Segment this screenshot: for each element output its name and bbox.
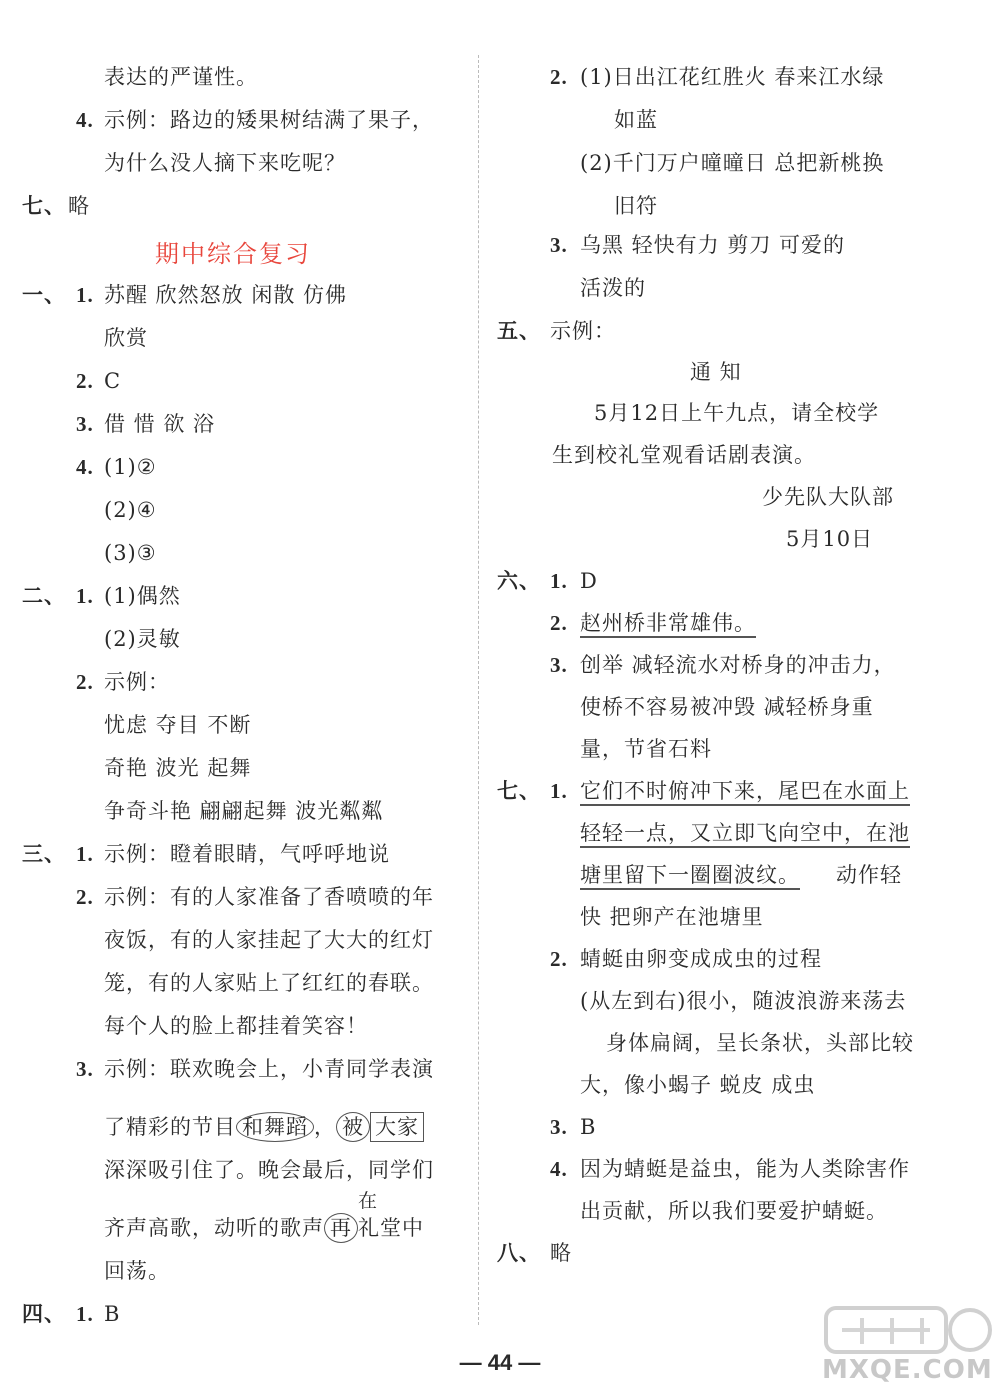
line: 量，节省石料 xyxy=(580,737,712,761)
section-label: 二、 xyxy=(22,584,66,608)
line: 示例：有的人家准备了香喷喷的年 xyxy=(104,885,434,909)
line: (从左到右)很小，随波浪游来荡去 xyxy=(580,989,907,1013)
line xyxy=(580,776,910,806)
line: (1)② xyxy=(104,455,157,479)
item-number: 2. xyxy=(76,670,94,694)
section-label: 一、 xyxy=(22,283,66,307)
item-number: 1. xyxy=(76,1302,94,1326)
line: 忧虑 夺目 不断 xyxy=(104,713,252,737)
line xyxy=(580,860,902,890)
line: (1)日出江花红胜火 春来江水绿 xyxy=(580,65,885,89)
line: 身体扁阔，呈长条状，头部比较 xyxy=(606,1031,914,1055)
line: 示例：路边的矮果树结满了果子， xyxy=(104,108,434,132)
line: B xyxy=(104,1302,121,1326)
line: 快 把卵产在池塘里 xyxy=(580,905,764,929)
section-label: 四、 xyxy=(22,1302,66,1326)
underlined-text: 赵州桥非常雄伟。 xyxy=(580,611,756,638)
section-label: 三、 xyxy=(22,842,66,866)
line: 夜饭，有的人家挂起了大大的红灯 xyxy=(104,928,434,952)
line: 略 xyxy=(550,1241,572,1265)
line: (2)④ xyxy=(104,498,157,522)
item-number: 2. xyxy=(76,885,94,909)
line: 笼，有的人家贴上了红红的春联。 xyxy=(104,971,434,995)
line-text: 了精彩的节目 xyxy=(104,1115,236,1139)
line: 出贡献，所以我们要爱护蜻蜓。 xyxy=(580,1199,888,1223)
underlined-text: 它们不时俯冲下来，尾巴在水面上 xyxy=(580,779,910,806)
circled-text: 和舞蹈 xyxy=(236,1112,314,1142)
underlined-text: 塘里留下一圈圈波纹。 xyxy=(580,863,800,890)
boxed-text: 大家 xyxy=(370,1112,424,1142)
item-number: 4. xyxy=(76,455,94,479)
line: 创举 减轻流水对桥身的冲击力， xyxy=(580,653,896,677)
line: 生到校礼堂观看话剧表演。 xyxy=(552,443,816,467)
line-with-marks xyxy=(104,1112,424,1142)
underlined-text: 轻轻一点，又立即飞向空中，在池 xyxy=(580,821,910,848)
item-number: 3. xyxy=(550,653,568,677)
section-label: 七、 xyxy=(22,194,66,218)
line: D xyxy=(580,569,598,593)
punctuation: ， xyxy=(314,1115,336,1139)
line: 旧符 xyxy=(614,194,658,218)
notice-date: 5月10日 xyxy=(786,527,874,551)
item-number: 3. xyxy=(76,412,94,436)
line: (3)③ xyxy=(104,541,157,565)
line: C xyxy=(104,369,122,393)
item-number: 2. xyxy=(76,369,94,393)
line: 示例：联欢晚会上，小青同学表演 xyxy=(104,1057,434,1081)
item-number: 3. xyxy=(550,233,568,257)
line: (1)偶然 xyxy=(104,584,181,608)
line xyxy=(580,818,910,848)
item-number: 1. xyxy=(76,584,94,608)
line: (2)千门万户曈曈日 总把新桃换 xyxy=(580,151,885,175)
item-number: 4. xyxy=(76,108,94,132)
section-label: 七、 xyxy=(497,779,541,803)
line xyxy=(580,608,756,638)
line: 回荡。 xyxy=(104,1259,170,1283)
line: 示例：瞪着眼睛，气呼呼地说 xyxy=(104,842,390,866)
line: 5月12日上午九点，请全校学 xyxy=(594,401,880,425)
item-number: 4. xyxy=(550,1157,568,1181)
section-label: 五、 xyxy=(497,319,541,343)
line: 如蓝 xyxy=(614,108,658,132)
line: 深深吸引住了。晚会最后，同学们 xyxy=(104,1158,434,1182)
insertion-text: 在 xyxy=(358,1190,378,1212)
line: 欣赏 xyxy=(104,326,148,350)
notice-signature: 少先队大队部 xyxy=(762,485,894,509)
section-title: 期中综合复习 xyxy=(155,240,311,268)
line: 争奇斗艳 翩翩起舞 波光粼粼 xyxy=(104,799,384,823)
line-with-marks xyxy=(104,1213,424,1243)
line: 乌黑 轻快有力 剪刀 可爱的 xyxy=(580,233,846,257)
line: 每个人的脸上都挂着笑容！ xyxy=(104,1014,368,1038)
line: 活泼的 xyxy=(580,276,646,300)
item-number: 3. xyxy=(76,1057,94,1081)
circled-text: 被 xyxy=(336,1112,370,1142)
section-label: 六、 xyxy=(497,569,541,593)
line: 示例： xyxy=(550,319,616,343)
line-text: 齐声高歌，动听的歌声 xyxy=(104,1216,324,1240)
item-number: 1. xyxy=(550,569,568,593)
line: 苏醒 欣然怒放 闲散 仿佛 xyxy=(104,283,348,307)
line: 奇艳 波光 起舞 xyxy=(104,756,252,780)
line: 略 xyxy=(68,194,90,218)
line-text: 礼堂中 xyxy=(358,1216,424,1240)
line: 为什么没人摘下来吃呢？ xyxy=(104,151,346,175)
circled-text: 再 xyxy=(324,1213,358,1243)
line: (2)灵敏 xyxy=(104,627,181,651)
item-number: 1. xyxy=(76,842,94,866)
line: 表达的严谨性。 xyxy=(104,65,258,89)
item-number: 2. xyxy=(550,65,568,89)
section-label: 八、 xyxy=(497,1241,541,1265)
watermark-text: MXQE.COM xyxy=(822,1355,993,1385)
item-number: 1. xyxy=(550,779,568,803)
line: 因为蜻蜓是益虫，能为人类除害作 xyxy=(580,1157,910,1181)
line: 大，像小蝎子 蜕皮 成虫 xyxy=(580,1073,816,1097)
line: 借 惜 欲 浴 xyxy=(104,412,216,436)
column-divider xyxy=(478,55,479,1325)
line: 使桥不容易被冲毁 减轻桥身重 xyxy=(580,695,874,719)
line: 示例： xyxy=(104,670,170,694)
line-text: 动作轻 xyxy=(836,863,902,887)
page-number: — 44 — xyxy=(459,1350,541,1375)
item-number: 1. xyxy=(76,283,94,307)
item-number: 2. xyxy=(550,611,568,635)
item-number: 2. xyxy=(550,947,568,971)
line: B xyxy=(580,1115,597,1139)
item-number: 3. xyxy=(550,1115,568,1139)
line: 蜻蜓由卵变成成虫的过程 xyxy=(580,947,822,971)
notice-title: 通 知 xyxy=(690,360,742,384)
